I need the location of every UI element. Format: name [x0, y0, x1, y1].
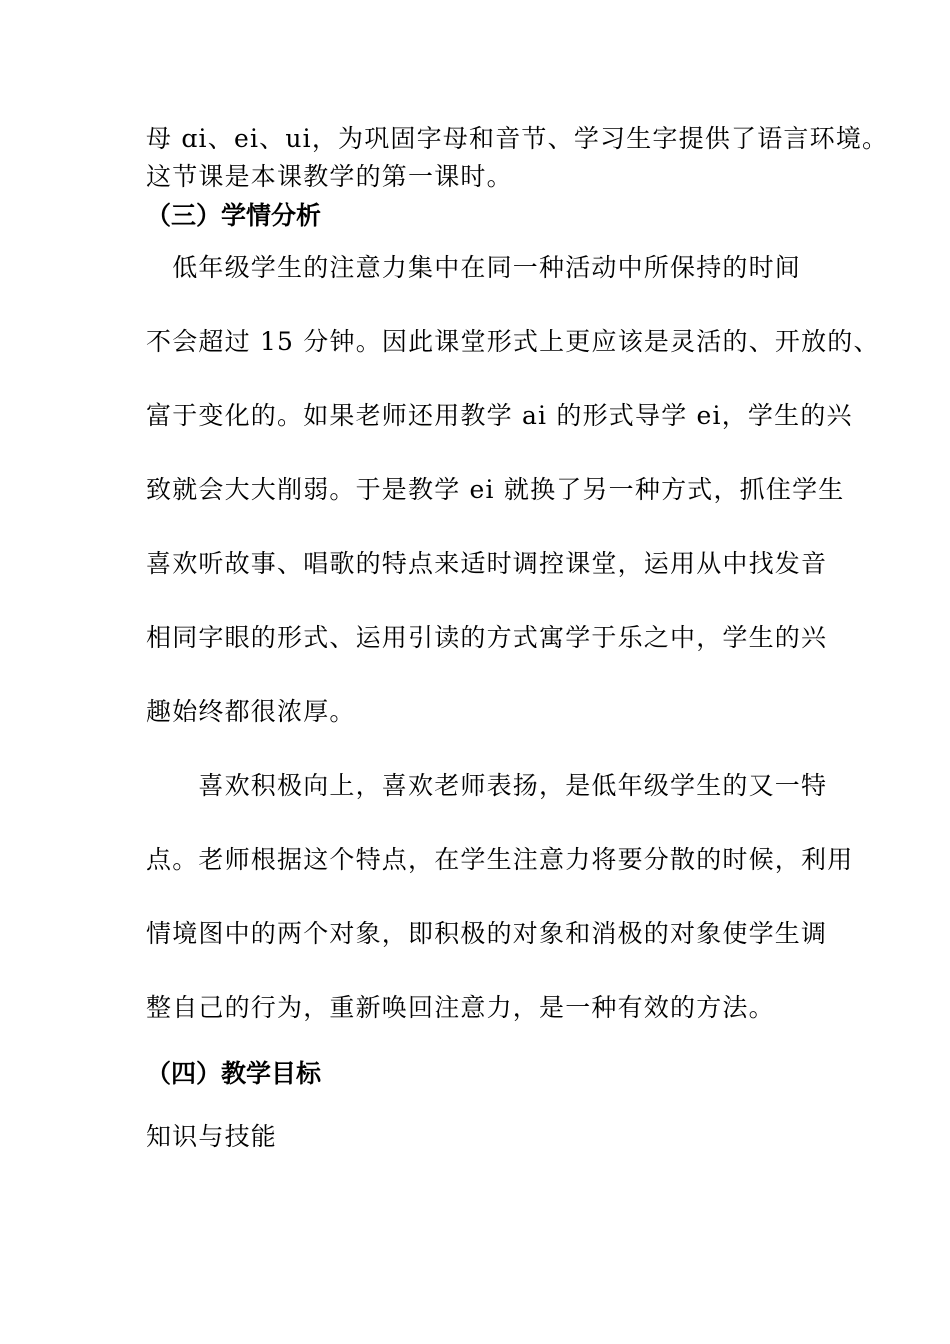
paragraph-line: 喜欢听故事、唱歌的特点来适时调控课堂，运用从中找发音 — [146, 549, 828, 578]
section-heading-learning-analysis: （三）学情分析 — [146, 201, 322, 230]
paragraph-line: 趣始终都很浓厚。 — [146, 697, 356, 726]
paragraph-line: 不会超过 15 分钟。因此课堂形式上更应该是灵活的、开放的、 — [146, 327, 880, 356]
paragraph-line: 情境图中的两个对象，即积极的对象和消极的对象使学生调 — [146, 919, 828, 948]
subheading-knowledge-skills: 知识与技能 — [146, 1122, 278, 1151]
paragraph-line: 点。老师根据这个特点，在学生注意力将要分散的时候，利用 — [146, 845, 854, 874]
paragraph-line: 致就会大大削弱。于是教学 ei 就换了另一种方式，抓住学生 — [146, 475, 845, 504]
section-heading-teaching-goals: （四）教学目标 — [146, 1059, 322, 1088]
paragraph-line: 相同字眼的形式、运用引读的方式寓学于乐之中，学生的兴 — [146, 623, 828, 652]
paragraph-line: 富于变化的。如果老师还用教学 ai 的形式导学 ei，学生的兴 — [146, 401, 853, 430]
intro-line-2: 这节课是本课教学的第一课时。 — [146, 162, 513, 191]
intro-line-1: 母 ɑi、ei、ui，为巩固字母和音节、学习生字提供了语言环境。 — [146, 124, 889, 153]
paragraph-line: 喜欢积极向上，喜欢老师表扬，是低年级学生的又一特 — [146, 771, 828, 800]
paragraph-line: 整自己的行为，重新唤回注意力，是一种有效的方法。 — [146, 993, 775, 1022]
paragraph-line: 低年级学生的注意力集中在同一种活动中所保持的时间 — [146, 253, 802, 282]
